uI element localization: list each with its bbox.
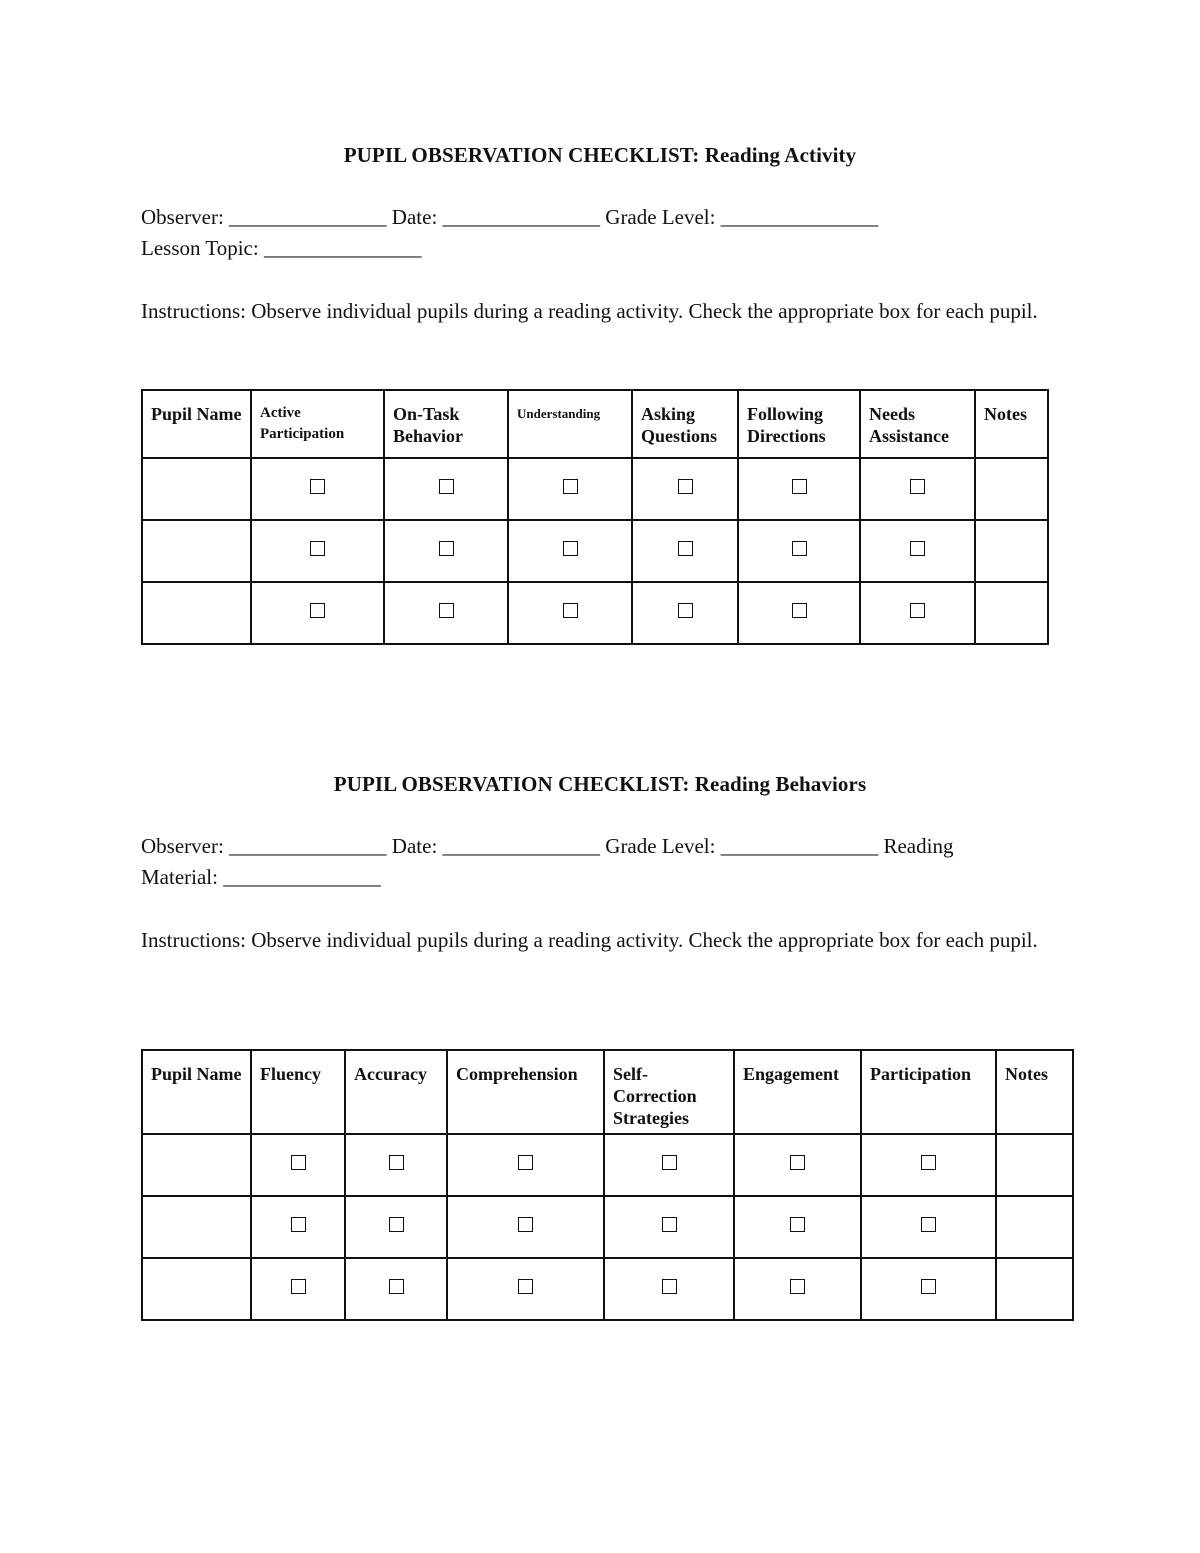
checkbox[interactable] [792, 541, 807, 556]
checkbox-cell [251, 520, 384, 582]
notes-cell [996, 1134, 1073, 1196]
notes-cell [975, 458, 1048, 520]
checkbox[interactable] [518, 1155, 533, 1170]
checkbox[interactable] [563, 541, 578, 556]
checkbox-cell [604, 1258, 734, 1320]
section1-info [141, 202, 1056, 264]
checkbox[interactable] [563, 479, 578, 494]
checkbox-cell [738, 520, 860, 582]
section2-info-line2: Material: _______________ [141, 865, 381, 889]
table-row [142, 458, 1048, 520]
col-header-notes: Notes [996, 1050, 1073, 1134]
checkbox-cell [447, 1134, 604, 1196]
checkbox[interactable] [678, 479, 693, 494]
checkbox[interactable] [790, 1279, 805, 1294]
section1-info-line2: Lesson Topic: _______________ [141, 236, 422, 260]
col-header-needs-assistance: Needs Assistance [860, 390, 975, 458]
col-header-participation: Participation [861, 1050, 996, 1134]
checkbox-cell [447, 1196, 604, 1258]
notes-cell [975, 582, 1048, 644]
col-header-accuracy: Accuracy [345, 1050, 447, 1134]
checkbox[interactable] [792, 603, 807, 618]
checkbox-cell [734, 1196, 861, 1258]
checkbox-cell [860, 582, 975, 644]
checkbox[interactable] [439, 479, 454, 494]
section1-title: PUPIL OBSERVATION CHECKLIST: Reading Activity [343, 143, 857, 167]
checkbox[interactable] [291, 1279, 306, 1294]
checkbox[interactable] [662, 1155, 677, 1170]
checkbox-cell [632, 582, 738, 644]
checkbox-cell [738, 458, 860, 520]
checkbox-cell [860, 458, 975, 520]
checkbox-cell [345, 1258, 447, 1320]
checkbox[interactable] [662, 1217, 677, 1232]
section2-title: PUPIL OBSERVATION CHECKLIST: Reading Behaviors [333, 772, 867, 796]
checkbox-cell [251, 1196, 345, 1258]
table-row [142, 1196, 1073, 1258]
checkbox[interactable] [310, 603, 325, 618]
checkbox[interactable] [910, 479, 925, 494]
col-header-asking-questions: Asking Questions [632, 390, 738, 458]
checkbox-cell [861, 1196, 996, 1258]
notes-cell [975, 520, 1048, 582]
table-row [142, 1258, 1073, 1320]
checkbox-cell [508, 520, 632, 582]
col-header-self-correction-strategies: Self-Correction Strategies [604, 1050, 734, 1134]
pupil-name-cell [142, 582, 251, 644]
section2-header-row [142, 1050, 1073, 1134]
checkbox[interactable] [291, 1217, 306, 1232]
col-header-fluency: Fluency [251, 1050, 345, 1134]
pupil-name-cell [142, 1196, 251, 1258]
checkbox[interactable] [389, 1217, 404, 1232]
checkbox-cell [384, 458, 508, 520]
checkbox-cell [251, 1258, 345, 1320]
checkbox[interactable] [921, 1217, 936, 1232]
checkbox[interactable] [518, 1279, 533, 1294]
checkbox-cell [251, 1134, 345, 1196]
section1-instructions: Instructions: Observe individual pupils during a reading activity. Check the appropriate box for each pupil. [141, 299, 1038, 323]
col-header-understanding: Understanding [508, 390, 632, 458]
checkbox-cell [508, 458, 632, 520]
checkbox[interactable] [921, 1279, 936, 1294]
checkbox[interactable] [678, 541, 693, 556]
checkbox-cell [345, 1134, 447, 1196]
section2-info-line1: Observer: _______________ Date: _______________ Grade Level: _______________ Reading [141, 834, 954, 858]
checkbox[interactable] [310, 541, 325, 556]
checkbox-cell [251, 582, 384, 644]
checkbox[interactable] [792, 479, 807, 494]
checkbox[interactable] [310, 479, 325, 494]
checkbox[interactable] [291, 1155, 306, 1170]
checkbox-cell [738, 582, 860, 644]
table-row [142, 582, 1048, 644]
col-header-active-participation: Active Participation [251, 390, 384, 458]
checkbox-cell [384, 520, 508, 582]
table-row [142, 1134, 1073, 1196]
col-header-comprehension: Comprehension [447, 1050, 604, 1134]
table-row [142, 520, 1048, 582]
checkbox-cell [734, 1258, 861, 1320]
col-header-following-directions: Following Directions [738, 390, 860, 458]
checkbox[interactable] [921, 1155, 936, 1170]
checkbox[interactable] [910, 603, 925, 618]
section1-info-line1: Observer: _______________ Date: _______________ Grade Level: _______________ [141, 205, 879, 229]
checkbox-cell [345, 1196, 447, 1258]
checkbox-cell [632, 520, 738, 582]
section1-table-body [142, 458, 1048, 644]
notes-cell [996, 1258, 1073, 1320]
notes-cell [996, 1196, 1073, 1258]
checkbox-cell [861, 1134, 996, 1196]
pupil-name-cell [142, 458, 251, 520]
checkbox[interactable] [518, 1217, 533, 1232]
pupil-name-cell [142, 1258, 251, 1320]
section2-instructions: Instructions: Observe individual pupils during a reading activity. Check the appropriate box for each pupil. [141, 928, 1038, 952]
pupil-name-cell [142, 520, 251, 582]
checkbox-cell [860, 520, 975, 582]
col-header-pupil-name: Pupil Name [142, 1050, 251, 1134]
checkbox-cell [632, 458, 738, 520]
section1-checklist-table [141, 389, 1049, 645]
col-header-on-task-behavior: On-Task Behavior [384, 390, 508, 458]
checkbox[interactable] [563, 603, 578, 618]
col-header-engagement: Engagement [734, 1050, 861, 1134]
checkbox-cell [734, 1134, 861, 1196]
checkbox[interactable] [678, 603, 693, 618]
checkbox-cell [508, 582, 632, 644]
section1-header-row [142, 390, 1048, 458]
checkbox-cell [604, 1134, 734, 1196]
pupil-name-cell [142, 1134, 251, 1196]
checkbox[interactable] [439, 541, 454, 556]
checkbox[interactable] [790, 1155, 805, 1170]
checkbox-cell [604, 1196, 734, 1258]
col-header-notes: Notes [975, 390, 1048, 458]
section2-table-body [142, 1134, 1073, 1320]
checkbox[interactable] [662, 1279, 677, 1294]
checkbox-cell [251, 458, 384, 520]
checkbox[interactable] [389, 1279, 404, 1294]
section2-checklist-table [141, 1049, 1074, 1321]
checkbox-cell [384, 582, 508, 644]
checkbox-cell [861, 1258, 996, 1320]
checkbox-cell [447, 1258, 604, 1320]
section2-info [141, 831, 1056, 893]
checkbox[interactable] [910, 541, 925, 556]
col-header-pupil-name: Pupil Name [142, 390, 251, 458]
checkbox[interactable] [790, 1217, 805, 1232]
checkbox[interactable] [439, 603, 454, 618]
checkbox[interactable] [389, 1155, 404, 1170]
